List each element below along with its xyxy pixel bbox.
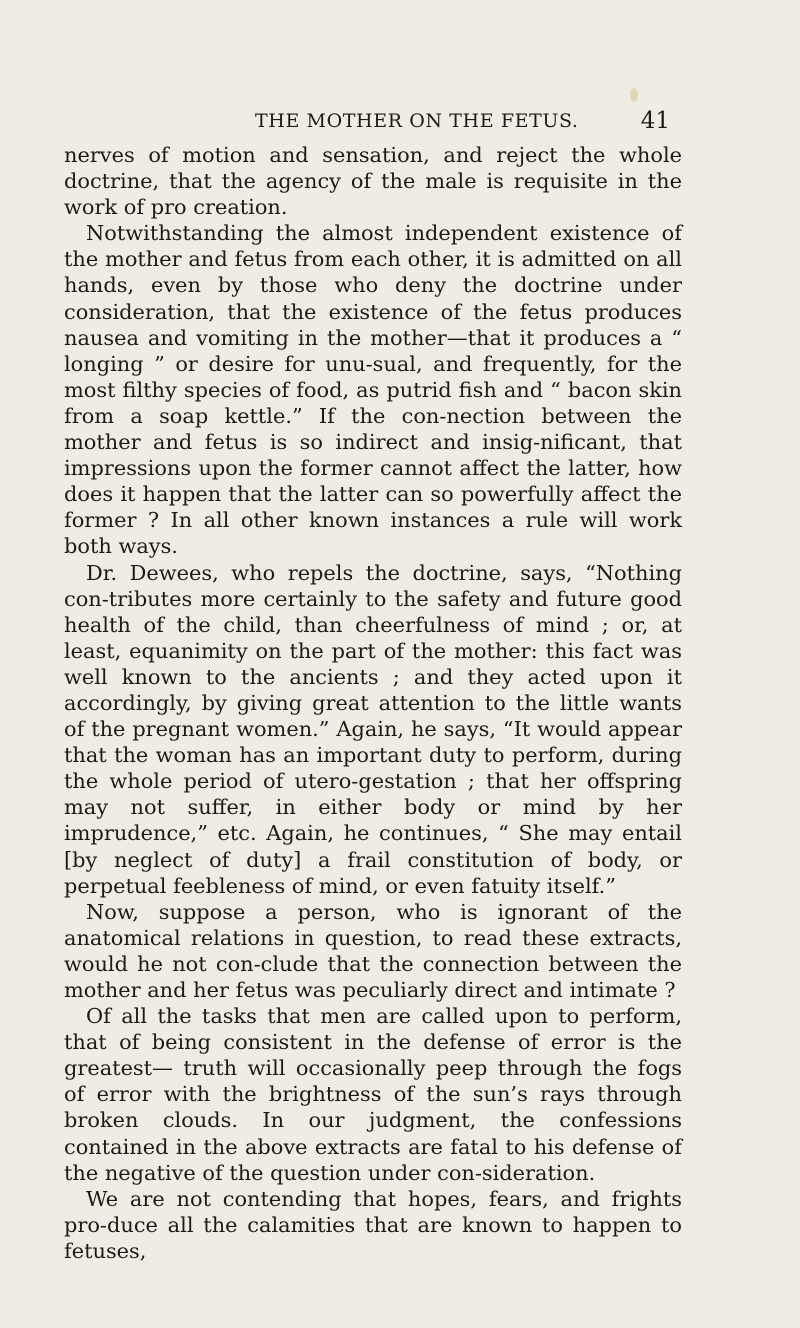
running-head: THE MOTHER ON THE FETUS.: [255, 110, 579, 132]
paper-stain: [630, 88, 638, 102]
body-text: [64, 142, 682, 1264]
paragraph: Of all the tasks that men are called upon to perform, that of being consistent in the defense of error is the greatest— truth will occasionally peep through the fogs of error with the brightness of the sun’s rays through broken clouds. In our judgment, the confessions contained in the above extracts are fatal to his defense of the negative of the question under con-sideration.: [64, 1004, 682, 1185]
page-header: [255, 110, 670, 140]
paragraph: We are not contending that hopes, fears, and frights pro-duce all the calamities that are known to happen to fetuses,: [64, 1186, 682, 1263]
paragraph: Notwithstanding the almost independent existence of the mother and fetus from each other, it is admitted on all hands, even by those who deny the doctrine under consideration, that the existence of the fetus produces nausea and vomiting in the mother—that it produces a “ longing ” or desire for unu-sual, and frequently, for the most filthy species of food, as putrid fish and “ bacon skin from a soap kettle.” If the con-nection between the mother and fetus is so indirect and insig-nificant, that impressions upon the former cannot affect the latter, how does it happen that the latter can so powerfully affect the former ? In all other known instances a rule will work both ways.: [64, 221, 682, 559]
paragraph: nerves of motion and sensation, and reject the whole doctrine, that the agency of the male is requisite in the work of pro creation.: [64, 143, 682, 220]
page-number: 41: [640, 108, 670, 134]
paragraph: Dr. Dewees, who repels the doctrine, says, “Nothing con-tributes more certainly to the safety and future good health of the child, than cheerfulness of mind ; or, at least, equanimity on the part of the mother: this fact was well known to the ancients ; and they acted upon it accordingly, by giving great attention to the little wants of the pregnant women.” Again, he says, “It would appear that the woman has an important duty to perform, during the whole period of utero-gestation ; that her offspring may not suffer, in either body or mind by her imprudence,” etc. Again, he continues, “ She may entail [by neglect of duty] a frail constitution of body, or perpetual feebleness of mind, or even fatuity itself.”: [64, 560, 682, 898]
paragraph: Now, suppose a person, who is ignorant of the anatomical relations in question, to read these extracts, would he not con-clude that the connection between the mother and her fetus was peculiarly direct and intimate ?: [64, 899, 682, 1002]
